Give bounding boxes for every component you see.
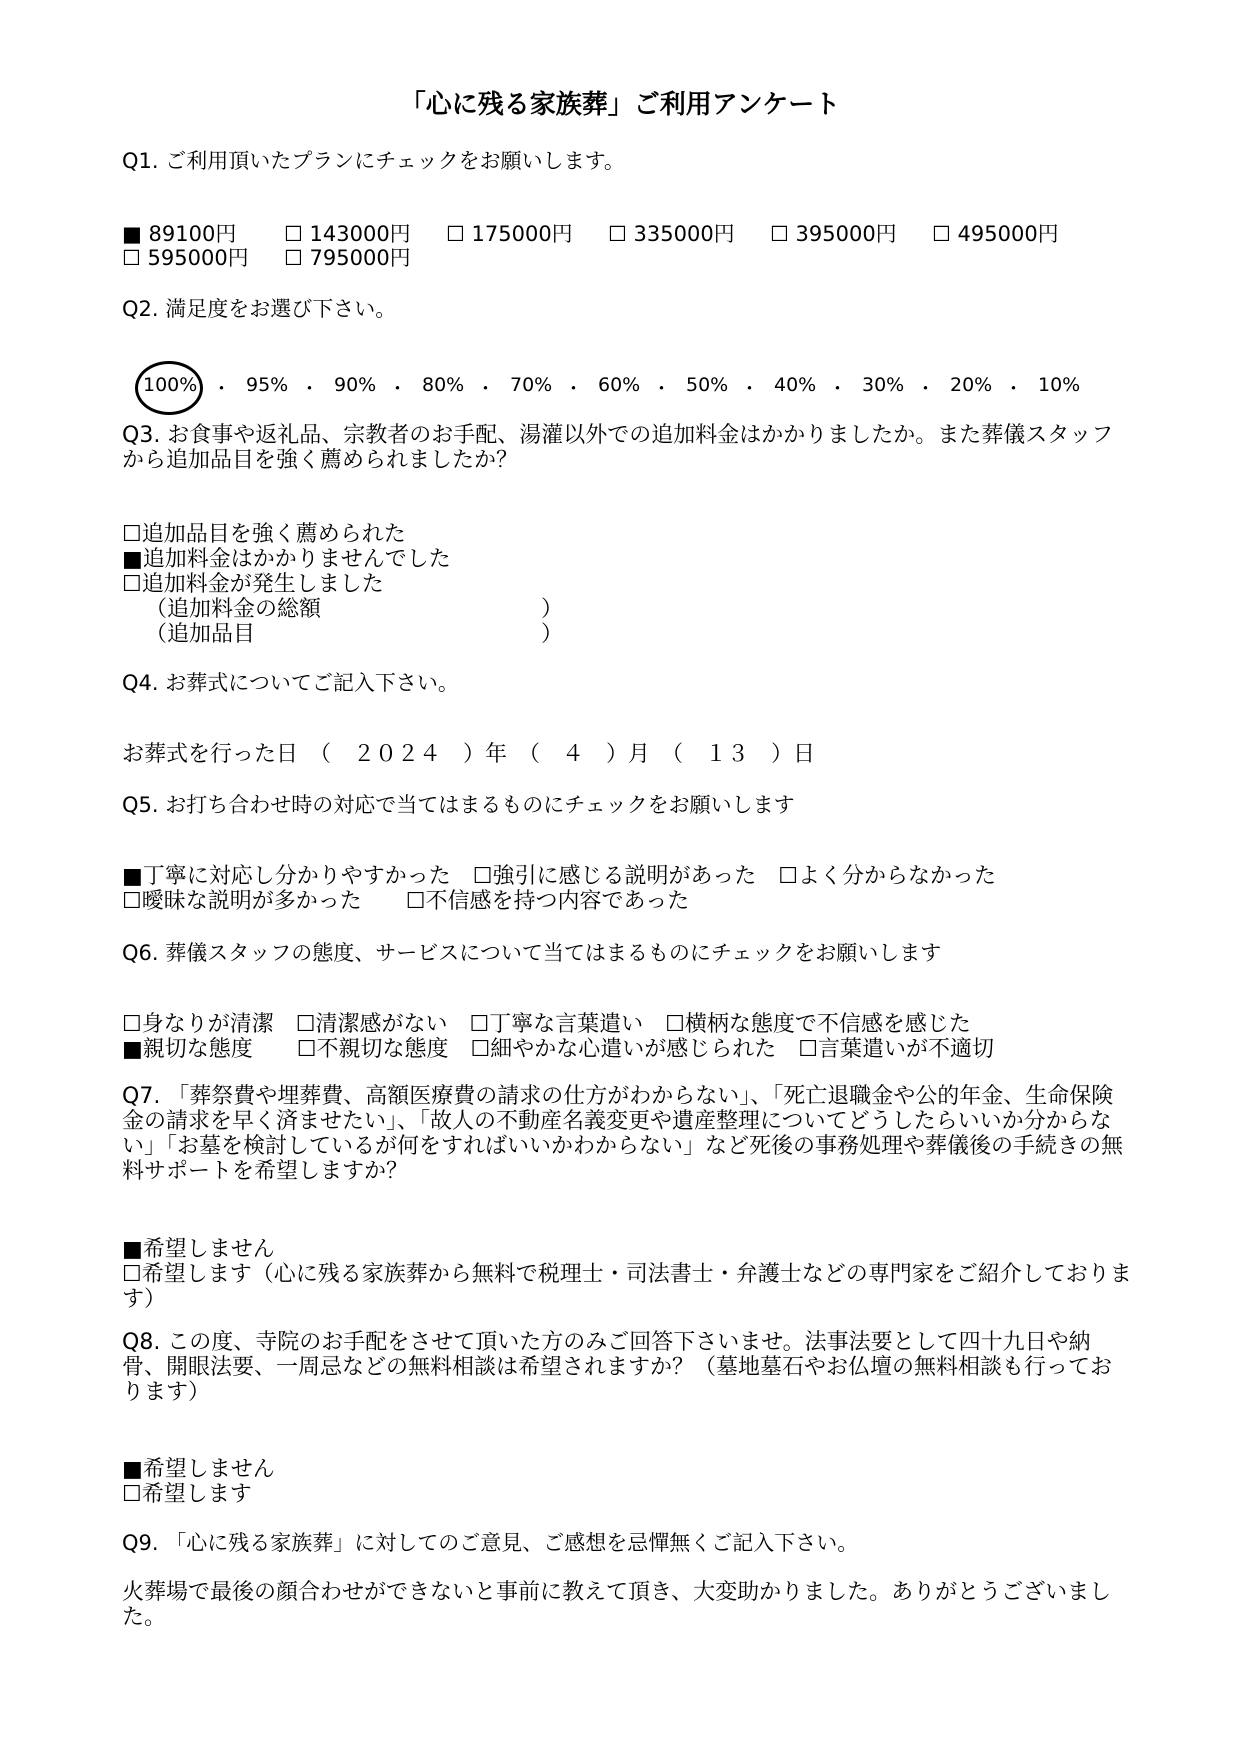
plan-option[interactable] [770, 222, 897, 247]
plan-label: 335000円 [633, 222, 735, 246]
separator: ・ [564, 378, 584, 400]
checkbox-mark: ■ [122, 222, 142, 246]
checkbox-mark: ☐ [122, 246, 141, 270]
plan-option[interactable] [446, 222, 573, 247]
q2-question: Q2. 満足度をお選び下さい。 [122, 297, 397, 321]
q7-option[interactable]: ■希望しません [122, 1237, 275, 1262]
plan-label: 495000円 [957, 222, 1059, 246]
q8-question: Q8. この度、寺院のお手配をさせて頂いた方のみご回答下さいませ。法事法要として四十九日や納骨、開眼法要、一周忌などの無料相談は希望されますか？（墓地墓石やお仏壇の無料相談も行っております） [122, 1330, 1113, 1405]
selection-circle [135, 361, 203, 415]
satisfaction-option[interactable]: 60% [598, 374, 641, 396]
plan-label: 395000円 [795, 222, 897, 246]
q3-option[interactable]: ■追加料金はかかりませんでした [122, 547, 451, 572]
separator: ・ [916, 378, 936, 400]
q9-question: Q9. 「心に残る家族葬」に対してのご意見、ご感想を忌憚無くご記入下さい。 [122, 1531, 859, 1555]
q5-options-row[interactable]: ■丁寧に対応し分かりやすかった ☐強引に感じる説明があった ☐よく分からなかった [122, 864, 997, 889]
q6-options-row[interactable]: ■親切な態度 ☐不親切な態度 ☐細やかな心遣いが感じられた ☐言葉遣いが不適切 [122, 1037, 994, 1062]
separator: ・ [828, 378, 848, 400]
checkbox-mark: ☐ [932, 222, 951, 246]
q6-question: Q6. 葬儀スタッフの態度、サービスについて当てはまるものにチェックをお願いします [122, 941, 942, 965]
separator: ・ [740, 378, 760, 400]
plan-option[interactable] [932, 222, 1059, 247]
satisfaction-option[interactable]: 10% [1038, 374, 1081, 396]
funeral-date: お葬式を行った日 （ ２０２４ ）年 （ ４ ）月 （ １３ ）日 [122, 742, 816, 767]
plan-label: 595000円 [147, 246, 249, 270]
q8-option[interactable]: ☐希望します [122, 1482, 252, 1507]
q6-options-row[interactable]: ☐身なりが清潔 ☐清潔感がない ☐丁寧な言葉遣い ☐横柄な態度で不信感を感じた [122, 1012, 971, 1037]
q3-option[interactable]: ☐追加料金が発生しました [122, 572, 384, 597]
plan-option[interactable] [122, 246, 249, 271]
page-title: 「心に残る家族葬」ご利用アンケート [399, 90, 841, 120]
satisfaction-option[interactable]: 40% [774, 374, 817, 396]
q7-option[interactable]: ☐希望します（心に残る家族葬から無料で税理士・司法書士・弁護士などの専門家をご紹介しております） [122, 1262, 1132, 1312]
satisfaction-option[interactable]: 95% [246, 374, 289, 396]
plan-label: 89100円 [148, 222, 237, 246]
satisfaction-option[interactable]: 20% [950, 374, 993, 396]
separator: ・ [212, 378, 232, 400]
satisfaction-option[interactable]: 80% [422, 374, 465, 396]
satisfaction-option[interactable]: 90% [334, 374, 377, 396]
q8-option[interactable]: ■希望しません [122, 1457, 275, 1482]
checkbox-mark: ☐ [446, 222, 465, 246]
separator: ・ [652, 378, 672, 400]
q4-question: Q4. お葬式についてご記入下さい。 [122, 671, 459, 695]
q3-question: Q3. お食事や返礼品、宗教者のお手配、湯灌以外での追加料金はかかりましたか。また葬儀スタッフから追加品目を強く薦められましたか？ [122, 423, 1114, 473]
plan-label: 795000円 [309, 246, 411, 270]
q9-answer: 火葬場で最後の顔合わせができないと事前に教えて頂き、大変助かりました。ありがとうございました。 [122, 1580, 1112, 1630]
q1-question: Q1. ご利用頂いたプランにチェックをお願いします。 [122, 149, 625, 173]
satisfaction-option[interactable]: 100% [143, 374, 198, 396]
separator: ・ [476, 378, 496, 400]
plan-option[interactable] [284, 222, 411, 247]
plan-option[interactable] [608, 222, 735, 247]
q5-options-row[interactable]: ☐曖昧な説明が多かった ☐不信感を持つ内容であった [122, 889, 690, 914]
q7-question: Q7. 「葬祭費や埋葬費、高額医療費の請求の仕方がわからない」、「死亡退職金や公的年金、生命保険金の請求を早く済ませたい」、「故人の不動産名義変更や遺産整理についてどうしたらいいか分からない」「お墓を検討しているが何をすればいいかわからない」など死後の事務処理や葬儀後の手続きの無料サポートを希望しますか？ [122, 1084, 1124, 1184]
q3-detail-total: （追加料金の総額 ） [145, 597, 564, 622]
plan-label: 143000円 [309, 222, 411, 246]
checkbox-mark: ☐ [284, 222, 303, 246]
satisfaction-option[interactable]: 50% [686, 374, 729, 396]
satisfaction-option[interactable]: 30% [862, 374, 905, 396]
checkbox-mark: ☐ [608, 222, 627, 246]
checkbox-mark: ☐ [770, 222, 789, 246]
q3-option[interactable]: ☐追加品目を強く薦められた [122, 522, 406, 547]
plan-option[interactable] [284, 246, 411, 271]
checkbox-mark: ☐ [284, 246, 303, 270]
q3-detail-items: （追加品目 ） [145, 622, 564, 647]
plan-option[interactable] [122, 222, 236, 247]
separator: ・ [300, 378, 320, 400]
q5-question: Q5. お打ち合わせ時の対応で当てはまるものにチェックをお願いします [122, 793, 795, 817]
satisfaction-option[interactable]: 70% [510, 374, 553, 396]
plan-label: 175000円 [471, 222, 573, 246]
separator: ・ [1004, 378, 1024, 400]
separator: ・ [388, 378, 408, 400]
